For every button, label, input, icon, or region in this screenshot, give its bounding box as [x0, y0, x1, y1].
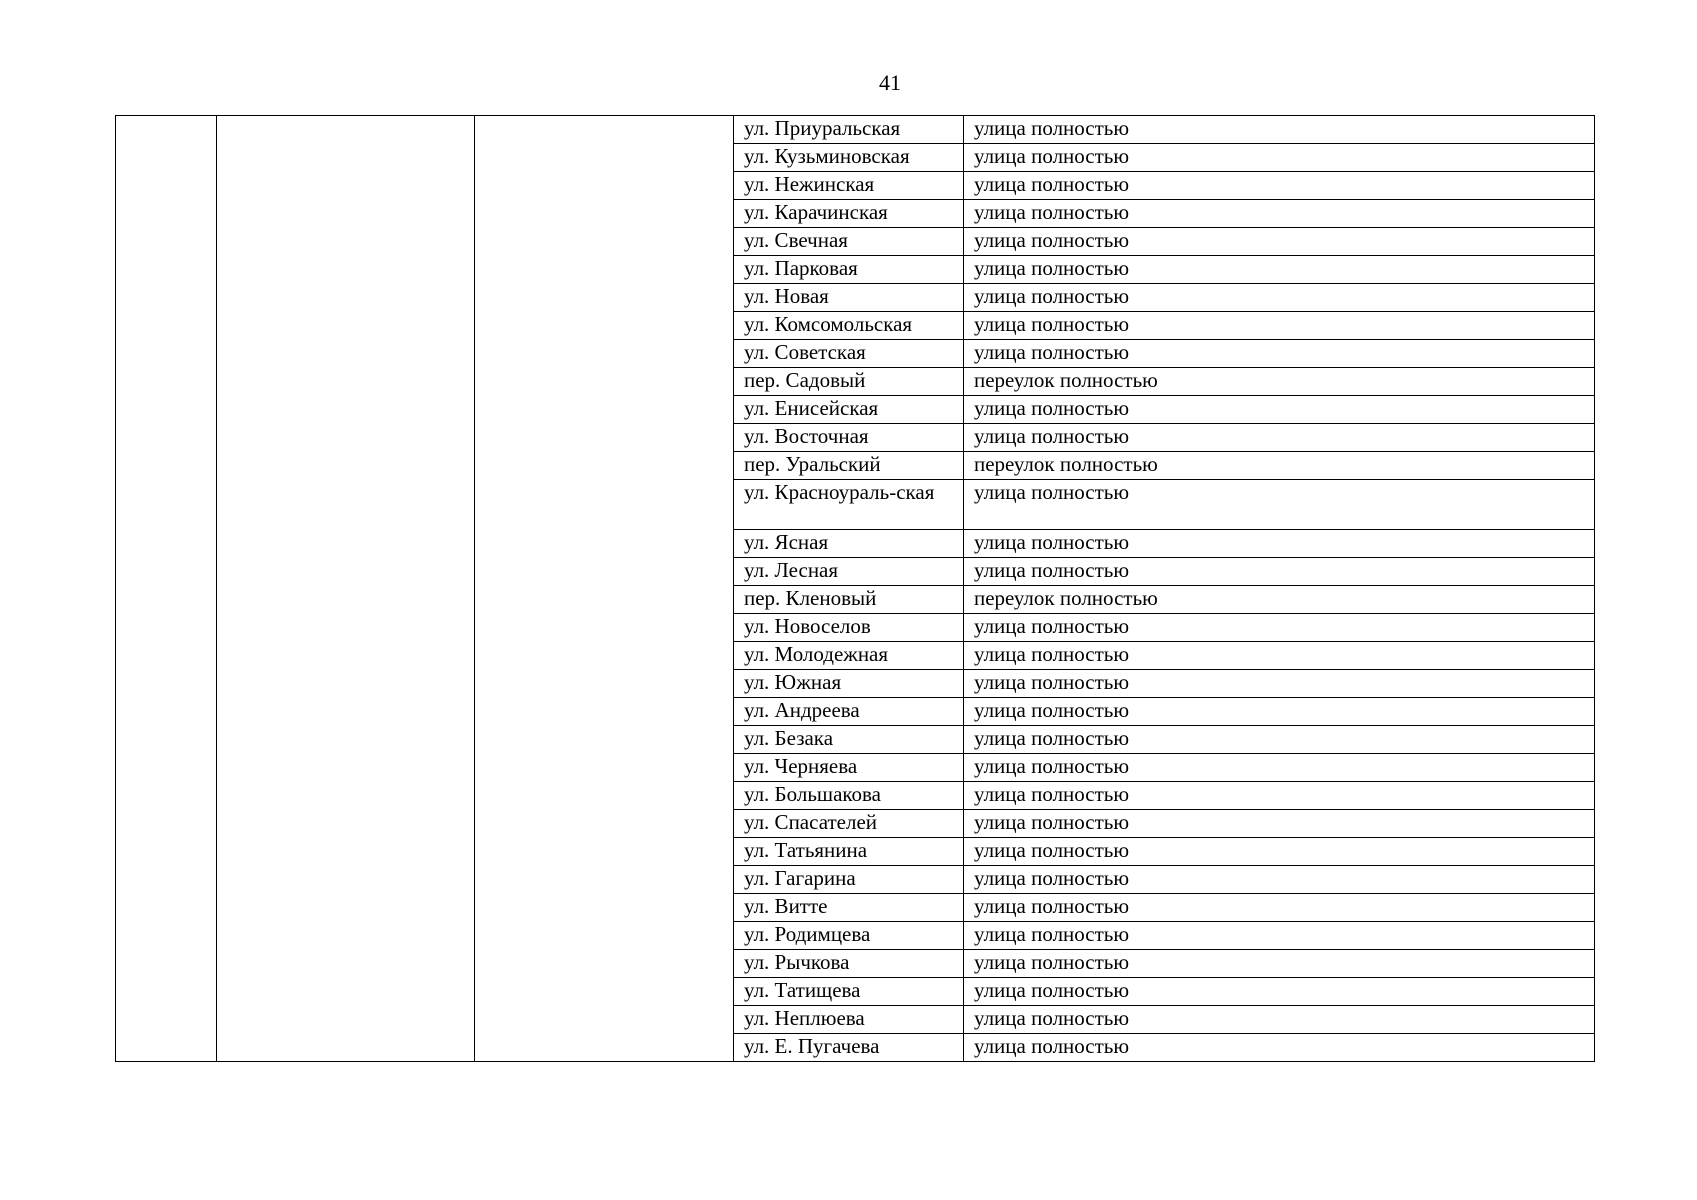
street-name-cell: ул. Приуральская	[734, 116, 964, 144]
street-scope-cell: улица полностью	[964, 894, 1595, 922]
street-name-cell: ул. Гагарина	[734, 866, 964, 894]
street-scope-cell: улица полностью	[964, 838, 1595, 866]
blank-column-2	[217, 116, 475, 1062]
street-scope-cell: переулок полностью	[964, 368, 1595, 396]
street-table	[115, 115, 1595, 1062]
street-name-cell: ул. Советская	[734, 340, 964, 368]
street-name-cell: ул. Неплюева	[734, 1006, 964, 1034]
street-scope-cell: улица полностью	[964, 144, 1595, 172]
street-scope-cell: переулок полностью	[964, 452, 1595, 480]
street-name-cell: пер. Садовый	[734, 368, 964, 396]
street-name-cell: ул. Татищева	[734, 978, 964, 1006]
street-scope-cell: улица полностью	[964, 284, 1595, 312]
street-scope-cell: переулок полностью	[964, 586, 1595, 614]
street-scope-cell: улица полностью	[964, 256, 1595, 284]
street-scope-cell: улица полностью	[964, 558, 1595, 586]
street-scope-cell: улица полностью	[964, 642, 1595, 670]
street-scope-cell: улица полностью	[964, 530, 1595, 558]
street-scope-cell: улица полностью	[964, 424, 1595, 452]
street-name-cell: ул. Лесная	[734, 558, 964, 586]
street-scope-cell: улица полностью	[964, 1006, 1595, 1034]
street-name-cell: ул. Родимцева	[734, 922, 964, 950]
street-name-cell: ул. Южная	[734, 670, 964, 698]
street-name-cell: ул. Новая	[734, 284, 964, 312]
street-name-cell: ул. Кузьминовская	[734, 144, 964, 172]
street-scope-cell: улица полностью	[964, 978, 1595, 1006]
street-scope-cell: улица полностью	[964, 782, 1595, 810]
street-name-cell: ул. Парковая	[734, 256, 964, 284]
street-scope-cell: улица полностью	[964, 614, 1595, 642]
street-name-cell: ул. Нежинская	[734, 172, 964, 200]
street-name-cell: ул. Молодежная	[734, 642, 964, 670]
street-name-cell: ул. Андреева	[734, 698, 964, 726]
table-row	[116, 116, 1595, 144]
street-name-cell: ул. Татьянина	[734, 838, 964, 866]
street-scope-cell: улица полностью	[964, 726, 1595, 754]
street-scope-cell: улица полностью	[964, 866, 1595, 894]
street-scope-cell: улица полностью	[964, 312, 1595, 340]
street-name-cell: ул. Комсомольская	[734, 312, 964, 340]
street-scope-cell: улица полностью	[964, 340, 1595, 368]
street-scope-cell: улица полностью	[964, 228, 1595, 256]
street-scope-cell: улица полностью	[964, 810, 1595, 838]
street-name-cell: ул. Черняева	[734, 754, 964, 782]
street-name-cell: ул. Безака	[734, 726, 964, 754]
street-scope-cell: улица полностью	[964, 396, 1595, 424]
page-number: 41	[879, 70, 901, 95]
blank-column-3	[475, 116, 734, 1062]
street-name-cell: ул. Витте	[734, 894, 964, 922]
street-scope-cell: улица полностью	[964, 670, 1595, 698]
street-name-cell: ул. Спасателей	[734, 810, 964, 838]
street-scope-cell: улица полностью	[964, 480, 1595, 530]
street-name-cell: ул. Карачинская	[734, 200, 964, 228]
street-name-cell: ул. Енисейская	[734, 396, 964, 424]
blank-column-1	[116, 116, 217, 1062]
street-scope-cell: улица полностью	[964, 200, 1595, 228]
street-table-body	[116, 116, 1595, 1062]
street-name-cell: пер. Кленовый	[734, 586, 964, 614]
street-name-cell: ул. Ясная	[734, 530, 964, 558]
street-name-cell: ул. Восточная	[734, 424, 964, 452]
street-scope-cell: улица полностью	[964, 950, 1595, 978]
street-name-cell: ул. Большакова	[734, 782, 964, 810]
street-name-cell: пер. Уральский	[734, 452, 964, 480]
street-name-cell: ул. Е. Пугачева	[734, 1034, 964, 1062]
street-name-cell: ул. Рычкова	[734, 950, 964, 978]
street-scope-cell: улица полностью	[964, 172, 1595, 200]
street-scope-cell: улица полностью	[964, 116, 1595, 144]
street-scope-cell: улица полностью	[964, 698, 1595, 726]
street-name-cell: ул. Новоселов	[734, 614, 964, 642]
street-scope-cell: улица полностью	[964, 922, 1595, 950]
street-name-cell: ул. Свечная	[734, 228, 964, 256]
street-scope-cell: улица полностью	[964, 1034, 1595, 1062]
street-scope-cell: улица полностью	[964, 754, 1595, 782]
street-name-cell: ул. Красноураль-ская	[734, 480, 964, 530]
